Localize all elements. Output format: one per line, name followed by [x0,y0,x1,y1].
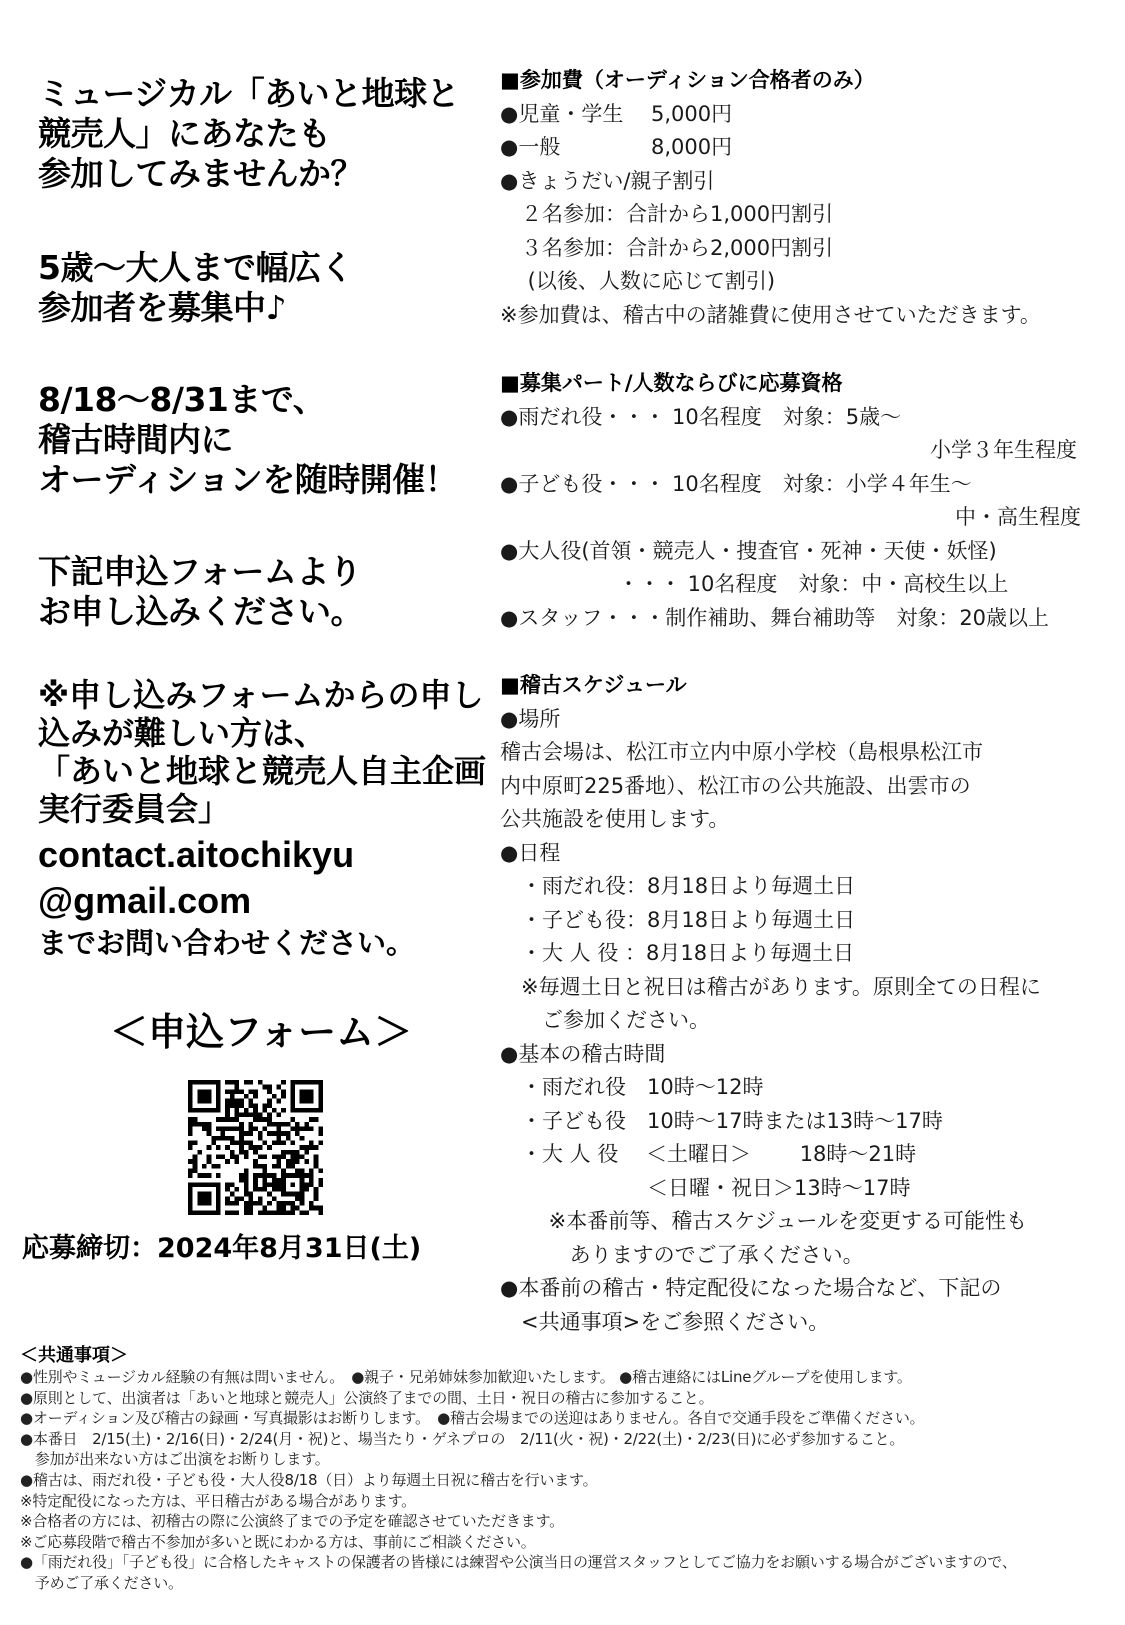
common-notes-heading: ＜共通事項＞ [20,1345,128,1366]
parts-line: ●子ども役・・・ 10名程度 対象：小学４年生～ [500,471,972,496]
contact-line: 実行委員会」 [38,790,231,828]
fee-line: ※参加費は、稽古中の諸雑費に使用させていただきます。 [500,302,1041,327]
contact-block [38,676,486,828]
schedule-line: ・大 人 役 ：8月18日より毎週土日 [500,941,855,965]
schedule-line: ・子ども役 10時～17時または13時～17時 [500,1108,943,1133]
schedule-line: ※本番前等、稽古スケジュールを変更する可能性も [500,1209,1028,1233]
intro-line: 参加してみませんか？ [38,154,363,193]
common-note: ●「雨だれ役」「子ども役」に合格したキャストの保護者の皆様には練習や公演当日の運営スタッフとしてご協力をお願いする場合がございますので、 [20,1553,1017,1572]
schedule-line: <共通事項>をご参照ください。 [500,1309,830,1334]
contact-line: 込みが難しい方は、 [38,714,327,752]
schedule-line: ※毎週土日と祝日は稽古があります。原則全ての日程に [500,974,1041,999]
apply-line: 下記申込フォームより [38,552,362,591]
intro-line: 競売人」にあなたも [38,114,331,153]
parts-section [500,367,1081,635]
recruit-line: 参加者を募集中♪ [38,288,287,327]
schedule-section [500,669,1041,1339]
audition-line: オーディションを随時開催！ [38,460,458,499]
common-note: ※特定配役になった方は、平日稽古がある場合があります。 [20,1491,416,1510]
schedule-line: ・雨だれ役：8月18日より毎週土日 [500,874,856,898]
parts-line: ●大人役(首領・競売人・捜査官・死神・天使・妖怪) [500,538,997,563]
parts-line: 小学３年生程度 [930,438,1077,462]
common-note: ●原則として、出演者は「あいと地球と競売人」公演終了までの間、土日・祝日の稽古に参加すること。 [20,1388,714,1407]
fee-line: ２名参加：合計から1,000円割引 [500,202,834,226]
email-line: @gmail.com [38,880,252,921]
schedule-line: ご参加ください。 [500,1008,710,1032]
fee-line: ●児童・学生 5,000円 [500,101,733,126]
audition-line: 8/18～8/31まで、 [38,380,326,419]
audition-line: 稽古時間内に [38,420,233,459]
intro-line: ミュージカル「あいと地球と [38,74,460,113]
fee-line: ●きょうだい/親子割引 [500,168,715,193]
apply-line: お申し込みください。 [38,592,363,631]
common-note: ●稽古は、雨だれ役・子ども役・大人役8/18（日）より毎週土日祝に稽古を行います。 [20,1470,598,1489]
common-note: ※合格者の方には、初稽古の際に公演終了までの予定を確認させていただきます。 [20,1512,564,1531]
audition-period-block [38,380,457,500]
parts-line: ●雨だれ役・・・ 10名程度 対象：5歳～ [500,404,902,429]
parts-line: ・・・ 10名程度 対象：中・高校生以上 [618,572,1009,596]
fee-line: ３名参加：合計から2,000円割引 [500,235,834,260]
form-title: ＜申込フォーム＞ [110,1010,413,1054]
email-line: contact.aitochikyu [38,834,355,875]
common-note: ●本番日 2/15(土)・2/16(日)・2/24(月・祝)と、場当たり・ゲネプロの 2/11(火・祝)・2/22(土)・2/23(日)に必ず参加すること。 [20,1429,905,1448]
schedule-line: ありますのでご了承ください。 [500,1242,864,1267]
schedule-heading: ■稽古スケジュール [500,673,687,697]
common-note: 予めご了承ください。 [20,1573,183,1592]
parts-heading: ■募集パート/人数ならびに応募資格 [500,371,843,395]
schedule-line: ●場所 [500,706,561,731]
common-note: ●オーディション及び稽古の録画・写真撮影はお断りします。 ●稽古会場までの送迎はありません。各自で交通手段をご準備ください。 [20,1409,925,1428]
schedule-line: ・子ども役：8月18日より毎週土日 [500,907,856,932]
common-notes-section [20,1345,1017,1594]
fee-heading: ■参加費（オーディション合格者のみ） [500,68,875,92]
schedule-line: ●基本の稽古時間 [500,1041,666,1066]
common-note: 参加が出来ない方はご出演をお断りします。 [20,1450,330,1469]
qr-code-icon[interactable] [188,1080,323,1215]
fee-line: ●一般 8,000円 [500,135,733,159]
contact-end: までお問い合わせください。 [38,926,416,960]
schedule-line: 稽古会場は、松江市立内中原小学校（島根県松江市 [500,740,983,764]
contact-line: ※申し込みフォームからの申し [38,676,484,714]
common-note: ●性別やミュージカル経験の有無は問いません。 ●親子・兄弟姉妹参加歓迎いたします。 ●稽古連絡にはLineグループを使用します。 [20,1368,912,1386]
schedule-line: 公共施設を使用します。 [500,807,730,831]
schedule-line: ・雨だれ役 10時～12時 [500,1075,764,1099]
apply-block [38,552,363,632]
fee-section [500,64,1041,332]
recruit-block [38,248,353,328]
contact-line: 「あいと地球と競売人自主企画 [38,752,487,790]
deadline: 応募締切：2024年8月31日(土) [22,1233,422,1264]
intro-block [38,74,459,194]
contact-email[interactable] [38,832,354,924]
recruit-line: 5歳～大人まで幅広く [38,248,353,287]
fee-line: (以後、人数に応じて割引) [500,269,776,293]
schedule-line: ●日程 [500,840,561,865]
common-note: ※ご応募段階で稽古不参加が多いと既にわかる方は、事前にご相談ください。 [20,1532,536,1551]
schedule-line: ・大 人 役 ＜土曜日＞ 18時～21時 [500,1142,917,1166]
parts-line: ●スタッフ・・・制作補助、舞台補助等 対象：20歳以上 [500,605,1050,630]
schedule-line: 内中原町225番地）、松江市の公共施設、出雲市の [500,773,971,798]
parts-line: 中・高生程度 [955,505,1081,529]
schedule-line: ●本番前の稽古・特定配役になった場合など、下記の [500,1276,1002,1300]
schedule-line: ＜日曜・祝日＞13時～17時 [500,1175,911,1200]
